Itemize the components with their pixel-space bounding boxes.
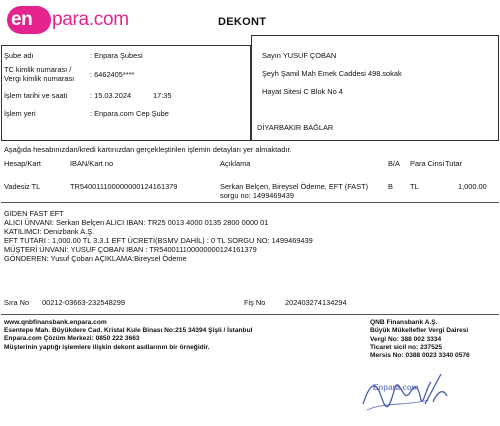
- date-value: : 15.03.2024: [90, 91, 132, 100]
- row-description-line2: sorgu no: 1499469439: [220, 191, 294, 200]
- footer-website: www.qnbfinansbank.enpara.com: [4, 319, 107, 326]
- footer-tax-office: Büyük Mükellefler Vergi Dairesi: [370, 327, 469, 334]
- customer-address-line2: Hayat Sitesi C Blok No 4: [262, 87, 343, 96]
- header-iban: IBAN/Kart no: [70, 159, 114, 168]
- detail-line: GIDEN FAST EFT: [4, 209, 64, 218]
- row-description-line1: Serkan Belçen, Bireysel Ödeme, EFT (FAST): [220, 182, 369, 191]
- table-divider: [1, 202, 499, 203]
- footer-divider: [1, 314, 499, 315]
- footer-company: QNB Finansbank A.Ş.: [370, 319, 438, 326]
- place-label: İşlem yeri: [4, 109, 36, 118]
- place-value: : Enpara.com Cep Şube: [90, 109, 169, 118]
- footer-tax-no: Vergi No: 388 002 3334: [370, 336, 442, 343]
- row-ba: B: [388, 182, 393, 191]
- logo-prefix: en: [11, 9, 33, 30]
- sira-value: 00212-03663-232548299: [42, 298, 126, 307]
- logo-suffix: para.com: [52, 9, 129, 30]
- row-amount: 1,000.00: [458, 182, 487, 191]
- tc-label-line1: TC kimlik numarası /: [4, 65, 72, 74]
- signature-stamp: [355, 366, 455, 416]
- footer-address: Esentepe Mah. Büyükdere Cad. Kristal Kule Binası No:215 34394 Şişli / İstanbul: [4, 327, 253, 334]
- customer-name: Sayın YUSUF ÇOBAN: [262, 51, 337, 60]
- detail-line: MÜŞTERİ ÜNVANI: YUSUF ÇOBAN IBAN : TR540011100000000124161379: [4, 245, 257, 254]
- row-iban: TR540011100000000124161379: [70, 182, 178, 191]
- date-label: İşlem tarihi ve saati: [4, 91, 68, 100]
- customer-address-line1: Şeyh Şamil Mah Emek Caddesi 498.sokak: [262, 69, 402, 78]
- tc-value: : 6462405****: [90, 70, 135, 79]
- svg-text:Enpara.com: Enpara.com: [373, 383, 419, 392]
- header-ba: B/A: [388, 159, 400, 168]
- enpara-logo: [7, 6, 127, 36]
- header-amount: Tutar: [445, 159, 462, 168]
- customer-city: DİYARBAKIR BAĞLAR: [257, 123, 334, 132]
- fis-label: Fiş No: [244, 298, 266, 307]
- time-value: 17:35: [153, 91, 172, 100]
- header-account: Hesap/Kart: [4, 159, 41, 168]
- header-description: Açıklama: [220, 159, 251, 168]
- detail-line: EFT TUTARI : 1,000.00 TL 3.3.1 EFT ÜCRETİ(BSMV DAHİL) : 0 TL SORGU NO: 1499469439: [4, 236, 313, 245]
- fis-value: 202403274134294: [285, 298, 347, 307]
- tc-label-line2: Vergi kimlik numarası: [4, 74, 75, 83]
- footer-disclaimer: Müşterinin yaptığı işlemlere ilişkin dekont asıllarının bir örneğidir.: [4, 344, 210, 351]
- detail-line: KATILIMCI: Denizbank A.Ş.: [4, 227, 95, 236]
- document-title: DEKONT: [218, 16, 267, 28]
- row-currency: TL: [410, 182, 419, 191]
- detail-line: ALICI ÜNVANI: Serkan Belçen ALICI IBAN: TR25 0013 4000 0135 2800 0000 01: [4, 218, 269, 227]
- header-currency: Para Cinsi: [410, 159, 445, 168]
- footer-trade-registry: Ticaret sicil no: 237525: [370, 344, 443, 351]
- footer-mersis-no: Mersis No: 0388 0023 3340 0576: [370, 352, 470, 359]
- detail-line: GÖNDEREN: Yusuf Çoban AÇIKLAMA:Bireysel Ödeme: [4, 254, 187, 263]
- branch-label: Şube adı: [4, 51, 34, 60]
- row-account: Vadesiz TL: [4, 182, 41, 191]
- sira-label: Sıra No: [4, 298, 30, 307]
- info-text: Aşağıda hesabınızdan/kredi kartınızdan gerçekleştirilen işlemin detayları yer almaktadır.: [4, 145, 292, 154]
- footer-support-phone: Enpara.com Çözüm Merkezi: 0850 222 3663: [4, 335, 140, 342]
- branch-value: : Enpara Şubesi: [90, 51, 143, 60]
